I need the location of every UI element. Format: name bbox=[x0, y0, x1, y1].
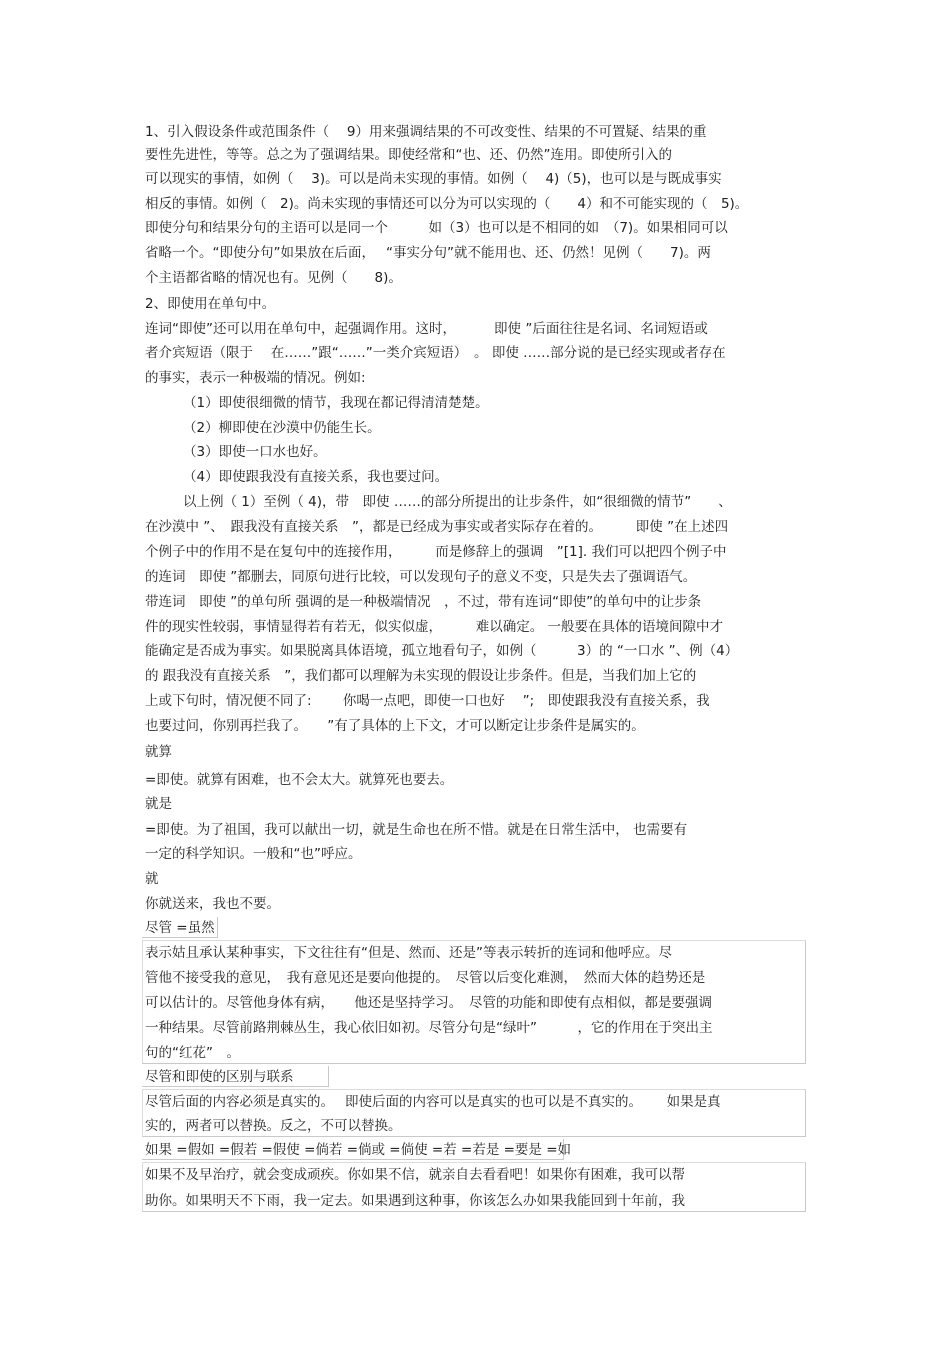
text-line: 2、即使用在单句中。 bbox=[145, 296, 276, 312]
text-line: 件的现实性较弱，事情显得若有若无，似实似虚， 难以确定。 一般要在具体的语境间隙中才 bbox=[145, 619, 724, 635]
text-line: 管他不接受我的意见， 我有意见还是要向他提的。 尽管以后变化难测， 然而大体的趋势还是 bbox=[145, 970, 706, 986]
section-heading: 尽管和即使的区别与联系 bbox=[145, 1069, 294, 1085]
term-heading: 就是 bbox=[145, 796, 172, 812]
text-line: 省略一个。“即使分句”如果放在后面， “事实分句”就不能用也、还、仍然！见例（ 7)。两 bbox=[145, 245, 711, 261]
text-line: 在沙漠中 ”、 跟我没有直接关系 ”，都是已经成为事实或者实际存在着的。 即使 ”在上述四 bbox=[145, 519, 729, 535]
text-line: 如果不及早治疗，就会变成顽疾。你如果不信，就亲自去看看吧！如果你有困难，我可以帮 bbox=[145, 1167, 685, 1183]
example-line: （2）柳即使在沙漠中仍能生长。 bbox=[183, 420, 381, 436]
text-line: 助你。如果明天不下雨，我一定去。如果遇到这种事，你该怎么办如果我能回到十年前，我 bbox=[145, 1193, 685, 1209]
term-heading: 就 bbox=[145, 871, 159, 887]
text-line: 相反的事情。如例（ 2)。尚未实现的事情还可以分为可以实现的（ 4）和不可能实现的（ 5)。 bbox=[145, 196, 749, 212]
term-heading: 尽管 =虽然 bbox=[145, 920, 215, 936]
text-line: 个例子中的作用不是在复句中的连接作用， 而是修辞上的强调 ”[1]. 我们可以把四个例子中 bbox=[145, 544, 727, 560]
term-heading: 如果 =假如 =假若 =假使 =倘若 =倘或 =倘使 =若 =若是 =要是 =如 bbox=[145, 1142, 572, 1158]
text-line: 即使分句和结果分句的主语可以是同一个 如（3）也可以是不相同的如 （7)。如果相同可以 bbox=[145, 220, 728, 236]
text-line: 的 跟我没有直接关系 ”，我们都可以理解为未实现的假设让步条件。但是，当我们加上它的 bbox=[145, 668, 697, 684]
text-line: 个主语都省略的情况也有。见例（ 8)。 bbox=[145, 270, 402, 286]
text-line: =即使。为了祖国，我可以献出一切，就是生命也在所不惜。就是在日常生活中， 也需要有 bbox=[145, 822, 688, 838]
text-line: 尽管后面的内容必须是真实的。 即使后面的内容可以是真实的也可以是不真实的。 如果是真 bbox=[145, 1094, 721, 1110]
text-line: 可以现实的事情，如例（ 3)。可以是尚未实现的事情。如例（ 4)（5)，也可以是与既成事实 bbox=[145, 171, 722, 187]
example-line: （4）即使跟我没有直接关系，我也要过问。 bbox=[183, 469, 449, 485]
text-line: 实的，两者可以替换。反之，不可以替换。 bbox=[145, 1118, 402, 1134]
text-line: 你就送来，我也不要。 bbox=[145, 896, 280, 912]
example-line: （3）即使一口水也好。 bbox=[183, 444, 327, 460]
text-line: 句的“红花” 。 bbox=[145, 1045, 240, 1061]
text-line: 的事实，表示一种极端的情况。例如: bbox=[145, 370, 366, 386]
text-line: 1、引入假设条件或范围条件（ 9）用来强调结果的不可改变性、结果的不可置疑、结果的重 bbox=[145, 124, 707, 140]
text-line: 上或下句时，情况便不同了: 你喝一点吧，即使一口也好 ”; 即使跟我没有直接关系，我 bbox=[145, 693, 710, 709]
text-line: 带连词 即使 ”的单句所 强调的是一种极端情况 ，不过，带有连词“即使”的单句中的让步条 bbox=[145, 594, 702, 610]
text-line: 一种结果。尽管前路荆棘丛生，我心依旧如初。尽管分句是“绿叶” ，它的作用在于突出主 bbox=[145, 1020, 713, 1036]
text-line: =即使。就算有困难，也不会太大。就算死也要去。 bbox=[145, 772, 454, 788]
text-line: 以上例（ 1）至例（ 4)，带 即使 ……的部分所提出的让步条件，如“很细微的情节” 、 bbox=[183, 494, 732, 510]
text-line: 要性先进性，等等。总之为了强调结果。即使经常和“也、还、仍然”连用。即使所引入的 bbox=[145, 147, 672, 163]
text-line: 表示姑且承认某种事实，下文往往有“但是、然而、还是”等表示转折的连词和他呼应。尽 bbox=[145, 945, 672, 961]
text-line: 者介宾短语（限于 在……”跟“……”一类介宾短语） 。 即使 ……部分说的是已经实现或者存在 bbox=[145, 345, 726, 361]
term-heading: 就算 bbox=[145, 744, 172, 760]
text-line: 可以估计的。尽管他身体有病， 他还是坚持学习。 尽管的功能和即使有点相似，都是要强调 bbox=[145, 995, 712, 1011]
text-line: 也要过问，你别再拦我了。 ”有了具体的上下文，才可以断定让步条件是属实的。 bbox=[145, 718, 645, 734]
text-line: 能确定是否成为事实。如果脱离具体语境，孤立地看句子，如例（ 3）的 “一口水 ”、例（4） bbox=[145, 643, 739, 659]
text-line: 一定的科学知识。一般和“也”呼应。 bbox=[145, 846, 362, 862]
text-line: 连词“即使”还可以用在单句中，起强调作用。这时， 即使 ”后面往往是名词、名词短语或 bbox=[145, 321, 708, 337]
example-line: （1）即使很细微的情节，我现在都记得清清楚楚。 bbox=[183, 395, 489, 411]
text-line: 的连词 即使 ”都删去，同原句进行比较，可以发现句子的意义不变，只是失去了强调语气。 bbox=[145, 569, 697, 585]
